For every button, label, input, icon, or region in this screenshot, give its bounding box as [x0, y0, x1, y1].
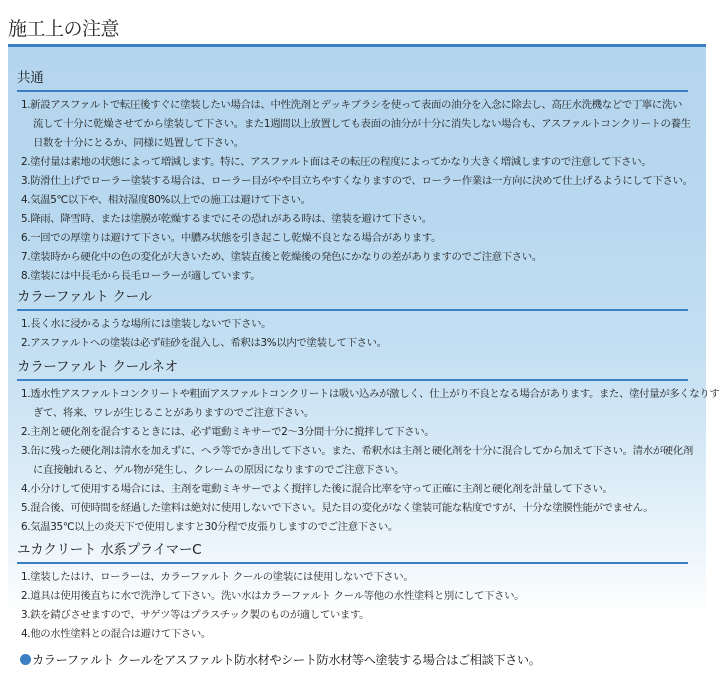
list-item: 5.降雨、降雪時、または塗膜が乾燥するまでにその恐れがある時は、塗装を避けて下さい。 — [21, 213, 432, 225]
list-item: 2.アスファルトへの塗装は必ず硅砂を混入し、希釈は3%以内で塗装して下さい。 — [21, 337, 387, 349]
item-list — [17, 92, 693, 286]
section-heading: カラーファルト クール — [17, 285, 688, 311]
list-item: 3.鉄を錆びさせますので、サゲツ等はプラスチック製のものが適しています。 — [21, 609, 370, 621]
list-item: 7.塗装時から硬化中の色の変化が大きいため、塗装直後と乾燥後の発色にかなりの差がありますのでご注意下さい。 — [21, 251, 542, 263]
list-item: 8.塗装には中長毛から長毛ローラーが適しています。 — [21, 270, 261, 282]
list-item: 6.気温35℃以上の炎天下で使用しますと30分程で皮張りしますのでご注意下さい。 — [21, 521, 398, 533]
section-heading: カラーファルト クールネオ — [17, 355, 688, 381]
bullet-dot-icon — [20, 654, 31, 665]
list-item: 1.新設アスファルトで転圧後すぐに塗装したい場合は、中性洗剤とデッキブラシを使って表面の油分を入念に除去し、高圧水洗機などで丁寧に洗い 流して十分に乾燥させてから塗装して下さい。また1週間以上放置しても表面の油分が十分に消失しない場合も、アスファルトコンクリートの養生 日数を十分にとるか、同様に処置して下さい。 — [21, 99, 691, 149]
list-item: 3.防滑仕上げでローラー塗装する場合は、ローラー目がやや目立ちやすくなりますので、ローラー作業は一方向に決めて仕上げるようにして下さい。 — [21, 175, 693, 187]
list-item: 6.一回での厚塗りは避けて下さい。中膿み状態を引き起こし乾燥不良となる場合があります。 — [21, 232, 442, 244]
item-list — [17, 381, 720, 537]
item-list — [17, 311, 688, 353]
list-item: 1.透水性アスファルトコンクリートや粗面アスファルトコンクリートは吸い込みが激しく、仕上がり不良となる場合があります。また、塗付量が多くなりす ぎて、将来、ワレが生じることがありますのでご注意下さい。 — [21, 388, 720, 419]
list-item: 1.塗装したはけ、ローラーは、カラーファルト クールの塗装には使用しないで下さい。 — [21, 571, 414, 583]
footer-note-text: カラーファルト クールをアスファルト防水材やシート防水材等へ塗装する場合はご相談下さい。 — [32, 653, 541, 667]
list-item: 2.塗付量は素地の状態によって増減します。特に、アスファルト面はその転圧の程度によってかなり大きく増減しますので注意して下さい。 — [21, 156, 652, 168]
list-item: 3.缶に残った硬化剤は清水を加えずに、ヘラ等でかき出して下さい。また、希釈水は主剤と硬化剤を十分に混合してから加えて下さい。清水が硬化剤 に直接触れると、ゲル物が発生し、クレームの原因になりますのでご注意下さい。 — [21, 445, 693, 476]
section-yukacreate-primer-c — [17, 538, 688, 644]
footer-note — [20, 651, 541, 668]
list-item: 5.混合後、可使時間を経過した塗料は絶対に使用しないで下さい。見た目の変化がなく塗装可能な粘度ですが、十分な塗膜性能がでません。 — [21, 502, 654, 514]
section-colorfalt-cool — [17, 285, 688, 353]
item-list — [17, 564, 688, 644]
list-item: 4.他の水性塗料との混合は避けて下さい。 — [21, 628, 211, 640]
list-item: 4.小分けして使用する場合には、主剤を電動ミキサーでよく撹拌した後に混合比率を守って正確に主剤と硬化剤を計量して下さい。 — [21, 483, 613, 495]
section-common — [17, 66, 693, 286]
list-item: 1.長く水に浸かるような場所には塗装しないで下さい。 — [21, 318, 272, 330]
list-item: 2.道具は使用後直ちに水で洗浄して下さい。洗い水はカラーファルト クール等他の水性塗料と別にして下さい。 — [21, 590, 525, 602]
list-item: 2.主剤と硬化剤を混合するときには、必ず電動ミキサーで2～3分間十分に撹拌して下さい。 — [21, 426, 435, 438]
section-heading: 共通 — [17, 66, 688, 92]
section-colorfalt-cool-neo — [17, 355, 720, 537]
page-title: 施工上の注意 — [8, 18, 120, 40]
list-item: 4.気温5℃以下や、相対湿度80%以上での施工は避けて下さい。 — [21, 194, 311, 206]
section-heading: ユカクリート 水系プライマーC — [17, 538, 688, 564]
